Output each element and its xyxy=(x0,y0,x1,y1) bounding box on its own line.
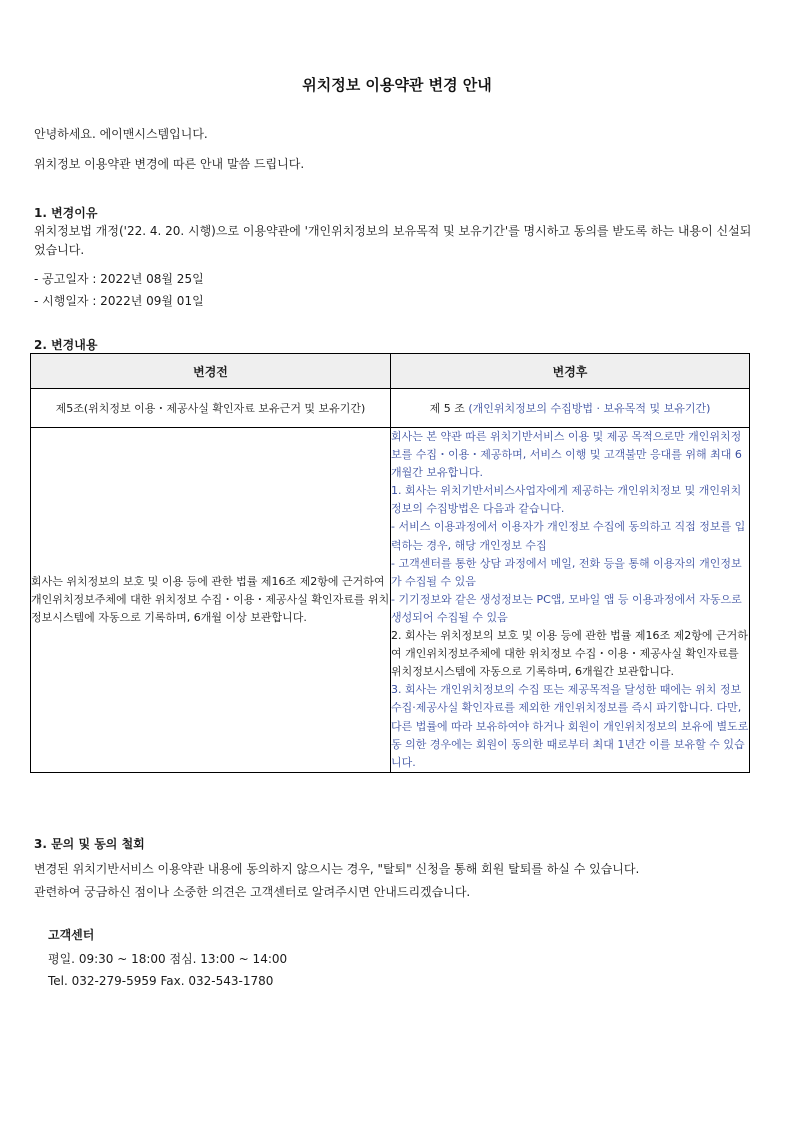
contact-hours: 평일. 09:30 ~ 18:00 점심. 13:00 ~ 14:00 xyxy=(48,952,288,966)
before-body-text: 회사는 위치정보의 보호 및 이용 등에 관한 법률 제16조 제2항에 근거하여 개인위치정보주체에 대한 위치정보 수집・이용・제공사실 확인자료를 위치정보시스템에 자동으로 기록하며, 6개월 이상 보관합니다. xyxy=(31,574,390,624)
column-header-before: 변경전 xyxy=(31,354,391,389)
after-body-cell xyxy=(391,428,750,773)
after-paragraph-5: - 기기정보와 같은 생성정보는 PC앱, 모바일 앱 등 이용과정에서 자동으로 생성되어 수집될 수 있음 xyxy=(391,592,742,624)
before-article-title: 제5조(위치정보 이용・제공사실 확인자료 보유근거 및 보유기간) xyxy=(31,389,391,428)
notice-date: - 공고일자 : 2022년 08월 25일 xyxy=(34,272,204,286)
section3-line1: 변경된 위치기반서비스 이용약관 내용에 동의하지 않으시는 경우, "탈퇴" 신청을 통해 회원 탈퇴를 하실 수 있습니다. xyxy=(34,862,640,876)
after-paragraph-3: - 서비스 이용과정에서 이용자가 개인정보 수집에 동의하고 직접 정보를 입력하는 경우, 해당 개인정보 수집 xyxy=(391,520,746,552)
section1-body: 위치정보법 개정('22. 4. 20. 시행)으로 이용약관에 '개인위치정보의 보유목적 및 보유기간'를 명시하고 동의를 받도록 하는 내용이 신설되었습니다. xyxy=(34,224,752,257)
effective-date: - 시행일자 : 2022년 09월 01일 xyxy=(34,294,204,308)
intro-text: 위치정보 이용약관 변경에 따른 안내 말씀 드립니다. xyxy=(34,157,305,171)
section3-heading: 3. 문의 및 동의 철회 xyxy=(34,837,145,851)
section2-heading: 2. 변경내용 xyxy=(34,338,98,352)
after-paragraph-7: 3. 회사는 개인위치정보의 수집 또는 제공목적을 달성한 때에는 위치 정보 수집·제공사실 확인자료를 제외한 개인위치정보를 즉시 파기합니다. 다만, 다른 법률에 따라 보유하여야 하거나 회원이 개인위치정보의 보유에 별도로 동 의한 경우에는 회원이 동의한 때로부터 최대 1년간 이를 보유할 수 있습니다. xyxy=(391,683,749,769)
table-header-row xyxy=(31,354,750,389)
after-article-name: (개인위치정보의 수집방법 · 보유목적 및 보유기간) xyxy=(468,402,711,415)
section1-heading: 1. 변경이유 xyxy=(34,206,98,220)
after-article-prefix: 제 5 조 xyxy=(429,402,469,415)
greeting-text: 안녕하세요. 에이맨시스템입니다. xyxy=(34,127,208,141)
after-paragraph-1: 회사는 본 약관 따른 위치기반서비스 이용 및 제공 목적으로만 개인위치정보를 수집・이용・제공하며, 서비스 이행 및 고객불만 응대를 위해 최대 6개월간 보유합니다. xyxy=(391,430,742,480)
table-row-body xyxy=(31,428,750,773)
column-header-after: 변경후 xyxy=(391,354,750,389)
after-paragraph-2: 1. 회사는 위치기반서비스사업자에게 제공하는 개인위치정보 및 개인위치정보의 수집방법은 다음과 같습니다. xyxy=(391,484,742,516)
contact-heading: 고객센터 xyxy=(48,928,95,942)
contact-phones: Tel. 032-279-5959 Fax. 032-543-1780 xyxy=(48,974,274,988)
after-article-title xyxy=(391,389,750,428)
page-title: 위치정보 이용약관 변경 안내 xyxy=(302,76,492,94)
table-row-article xyxy=(31,389,750,428)
after-paragraph-4: - 고객센터를 통한 상담 과정에서 메일, 전화 등을 통해 이용자의 개인정보가 수집될 수 있음 xyxy=(391,556,742,588)
after-paragraph-6: 2. 회사는 위치정보의 보호 및 이용 등에 관한 법률 제16조 제2항에 근거하여 개인위치정보주체에 대한 위치정보 수집・이용・제공사실 확인자료를 위치정보시스템에 자동으로 기록하며, 6개월간 보관합니다. xyxy=(391,629,748,679)
comparison-table xyxy=(30,353,750,773)
section3-line2: 관련하여 궁금하신 점이나 소중한 의견은 고객센터로 알려주시면 안내드리겠습니다. xyxy=(34,885,471,899)
before-body-cell xyxy=(31,428,391,773)
